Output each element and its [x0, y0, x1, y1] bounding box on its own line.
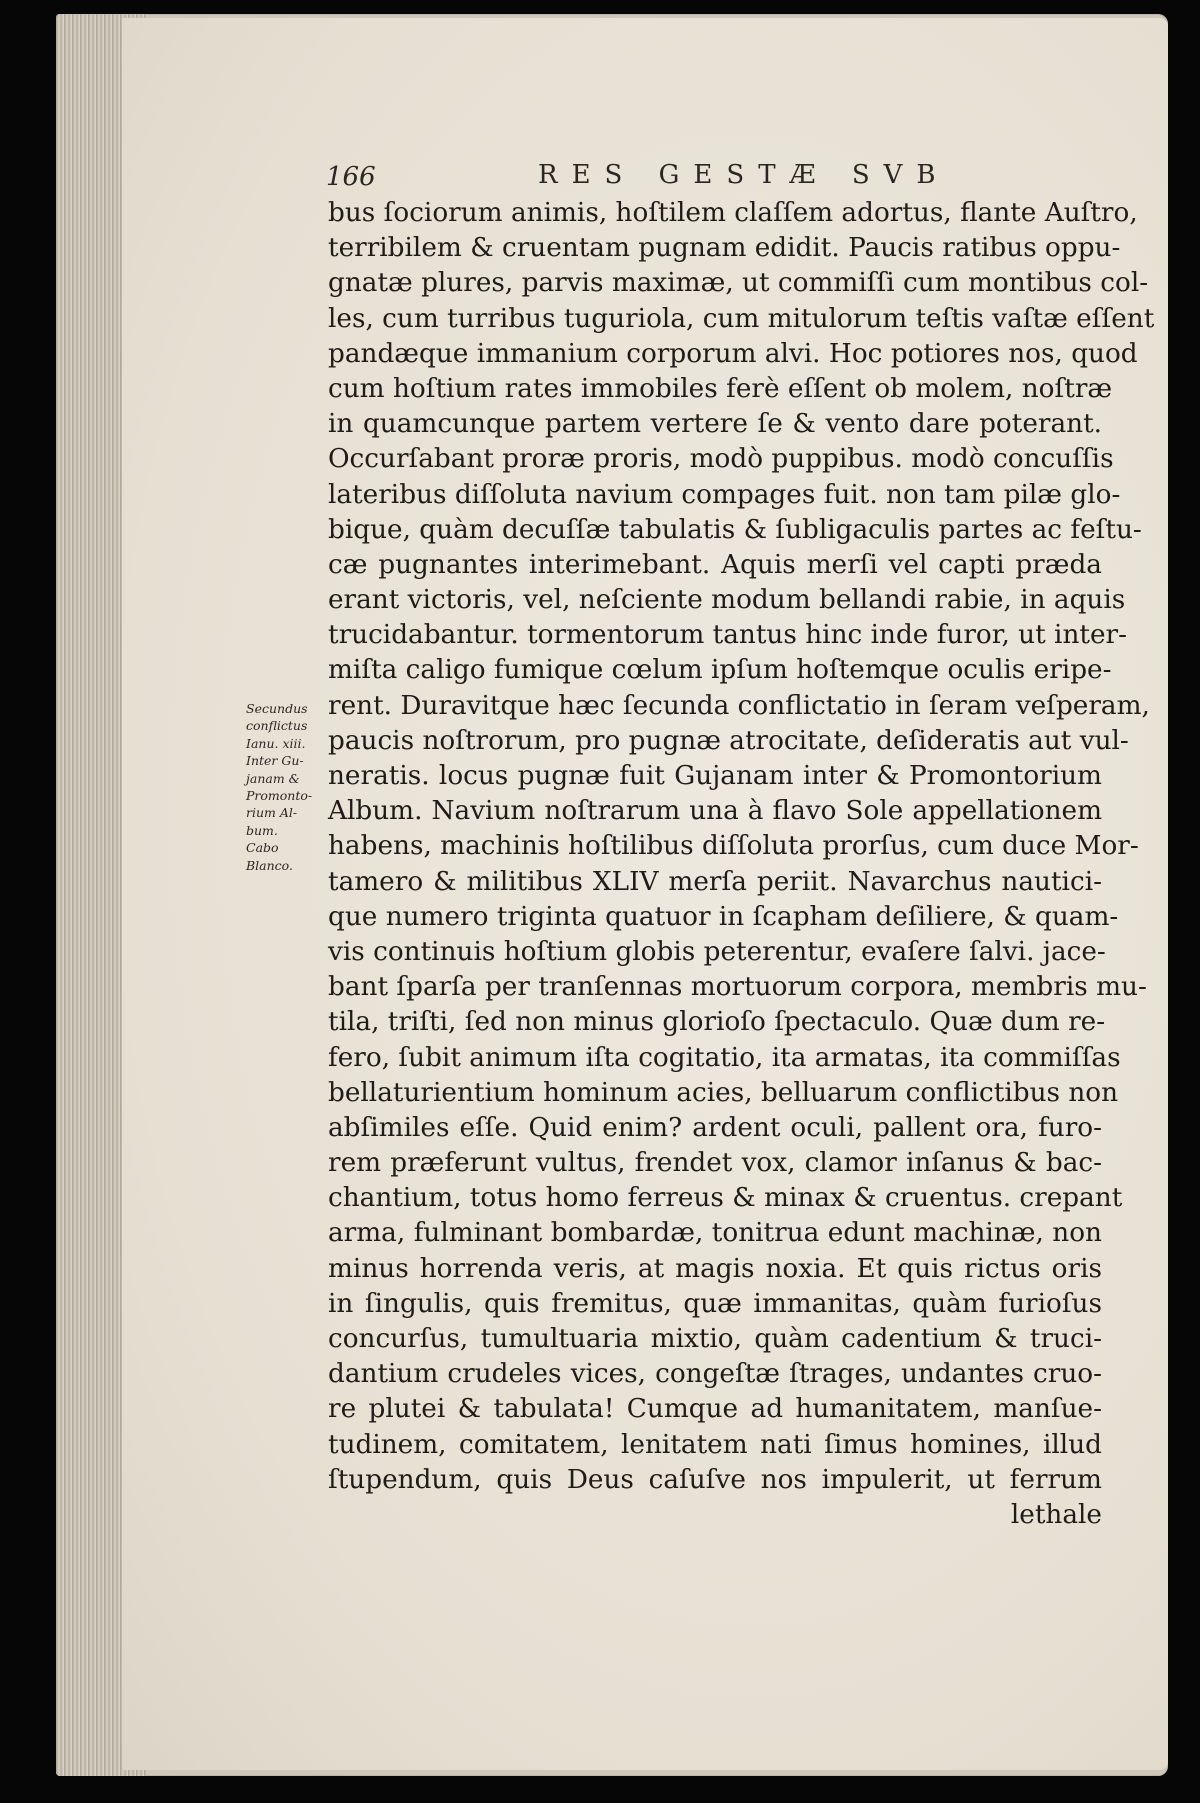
text-line: Occurſabant proræ proris, modò puppibus. modò concuſſis	[328, 444, 1114, 475]
text-line: lethale	[1010, 1499, 1102, 1530]
margin-note-line: bum.	[246, 822, 278, 838]
page-number: 166	[326, 162, 376, 192]
text-line: chantium, totus homo ferreus & minax & cruentus. crepant	[328, 1183, 1123, 1214]
text-line: cæ pugnantes interimebant. Aquis merſi vel capti præda	[328, 549, 1102, 580]
text-line: in ſingulis, quis fremitus, quæ immanitas, quàm furioſus	[328, 1288, 1102, 1319]
text-line: bique, quàm decuſſæ tabulatis & ſubligaculis partes ac feſtu-	[328, 514, 1142, 545]
running-head	[326, 156, 1106, 196]
margin-note-line: Ianu. xiii.	[246, 735, 306, 751]
text-line: cum hoſtium rates immobiles ferè eſſent ob molem, noſtræ	[328, 373, 1113, 404]
text-line: habens, machinis hoſtilibus diſſoluta prorſus, cum duce Mor-	[328, 831, 1139, 862]
margin-note-line: Inter Gu-	[246, 753, 304, 769]
text-line: rem præferunt vultus, frendet vox, clamor inſanus & bac-	[328, 1148, 1102, 1179]
text-line: concurſus, tumultuaria mixtio, quàm cadentium & truci-	[328, 1324, 1102, 1354]
text-line: gnatæ plures, parvis maximæ, ut commiſſi cum montibus col-	[328, 268, 1149, 299]
text-line: dantium crudeles vices, congeſtæ ſtrages, undantes cruo-	[328, 1359, 1102, 1390]
text-line: terribilem & cruentam pugnam edidit. Paucis ratibus oppu-	[328, 233, 1121, 264]
text-line: neratis. locus pugnæ fuit Gujanam inter & Promontorium	[328, 761, 1102, 791]
text-line: fero, ſubit animum iſta cogitatio, ita armatas, ita commiſſas	[328, 1042, 1121, 1073]
text-line: paucis noſtrorum, pro pugnæ atrocitate, deſideratis aut vul-	[328, 725, 1129, 756]
text-line: bellaturientium hominum acies, belluarum conflictibus non	[328, 1077, 1119, 1108]
text-line: les, cum turribus tuguriola, cum mitulorum teſtis vaſtæ eſſent	[328, 303, 1155, 334]
text-line: bant ſparſa per tranſennas mortuorum corpora, membris mu-	[328, 972, 1147, 1003]
margin-note-line: Blanco.	[246, 857, 293, 873]
text-line: miſta caligo fumique cœlum ipſum hoſtemque oculis eripe-	[328, 655, 1112, 686]
text-line: tamero & militibus XLIV merſa periit. Navarchus nautici-	[328, 866, 1102, 897]
text-line: pandæque immanium corporum alvi. Hoc potiores nos, quod	[328, 338, 1138, 369]
text-line: ſtupendum, quis Deus caſuſve nos impulerit, ut ferrum	[328, 1464, 1102, 1495]
body-text	[328, 196, 1155, 1533]
text-line: abſimiles eſſe. Quid enim? ardent oculi, pallent ora, furo-	[328, 1112, 1102, 1143]
margin-note-line: Cabo	[246, 840, 279, 856]
text-line: Album. Navium noſtrarum una à flavo Sole appellationem	[328, 796, 1102, 827]
text-line: rent. Duravitque hæc ſecunda conflictatio in ſeram veſperam,	[328, 690, 1150, 721]
margin-note-line: janam &	[246, 770, 300, 786]
margin-note-line: rium Al-	[246, 805, 298, 821]
text-line: vis continuis hoſtium globis peterentur, evaſere ſalvi. jace-	[328, 936, 1106, 967]
text-line: re plutei & tabulata! Cumque ad humanitatem, manſue-	[328, 1394, 1102, 1425]
text-line: arma, fulminant bombardæ, tonitrua edunt machinæ, non	[328, 1218, 1102, 1249]
text-line: lateribus diſſoluta navium compages fuit. non tam pilæ glo-	[328, 479, 1121, 510]
text-line: tudinem, comitatem, lenitatem nati ſimus homines, illud	[328, 1429, 1102, 1460]
text-line: minus horrenda veris, at magis noxia. Et quis rictus oris	[328, 1253, 1102, 1284]
text-line: in quamcunque partem vertere ſe & vento dare poterant.	[328, 409, 1102, 440]
text-line: trucidabantur. tormentorum tantus hinc inde furor, ut inter-	[328, 620, 1127, 651]
text-line: que numero triginta quatuor in ſcapham deſiliere, & quam-	[328, 901, 1119, 932]
margin-note-line: conflictus	[246, 718, 308, 734]
running-head-title: RES GESTÆ SVB	[538, 160, 950, 190]
margin-note	[246, 700, 326, 874]
margin-note-line: Secundus	[246, 701, 308, 716]
text-line: erant victoris, vel, neſciente modum bellandi rabie, in aquis	[328, 585, 1126, 616]
text-line: tila, triſti, ſed non minus glorioſo ſpectaculo. Quæ dum re-	[328, 1007, 1106, 1038]
text-line: bus ſociorum animis, hoſtilem claſſem adortus, flante Auſtro,	[328, 198, 1138, 228]
margin-note-line: Promonto-	[246, 787, 313, 803]
